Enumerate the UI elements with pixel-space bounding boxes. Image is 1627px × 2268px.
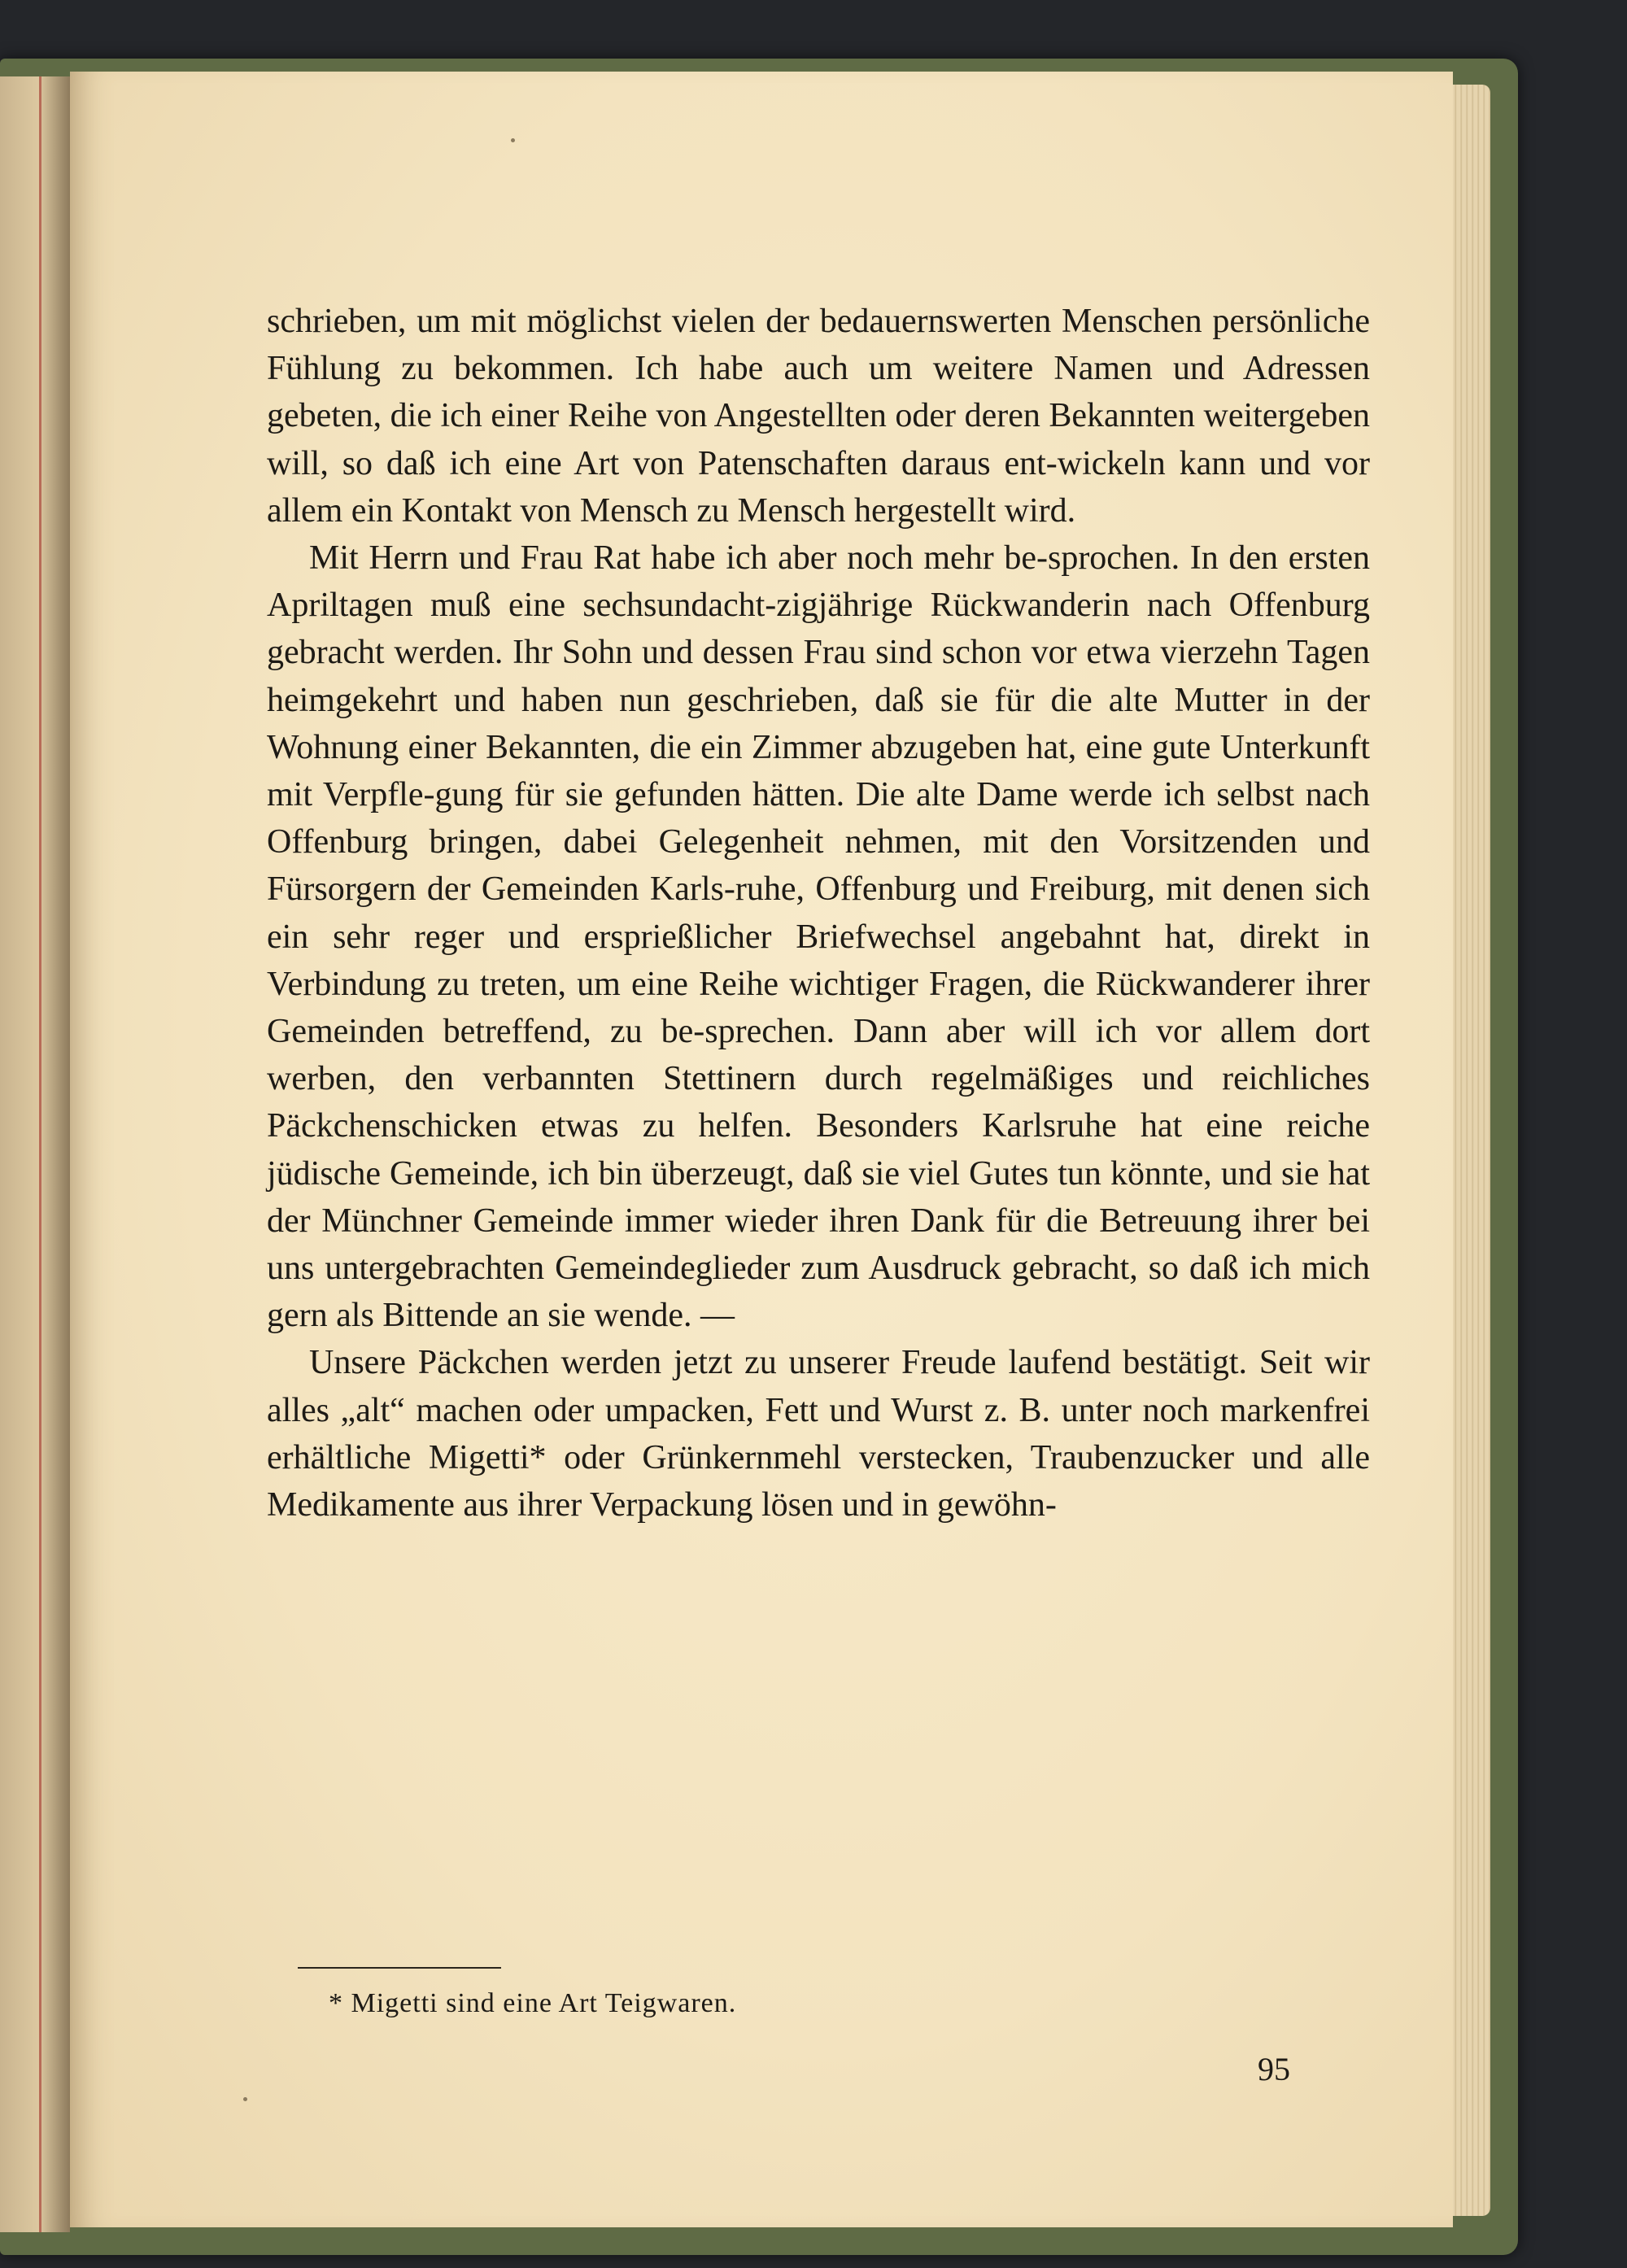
paragraph-1: schrieben, um mit möglichst vielen der bedauernswerten Menschen persönliche Fühlung zu bekommen. Ich habe auch um weitere Namen und Adressen gebeten, die ich einer Reihe von Angestellten oder deren Bekannten weitergeben will, so daß ich eine Art von Patenschaften daraus ent-wickeln kann und vor allem ein Kontakt von Mensch zu Mensch hergestellt wird. — [267, 303, 1370, 530]
page-number: 95 — [1258, 2051, 1290, 2087]
paper-speck — [511, 138, 515, 142]
left-page-edge — [0, 76, 70, 2232]
body-text — [267, 298, 1370, 1529]
page-edge-stain — [39, 76, 41, 2232]
paper-speck — [243, 2097, 247, 2101]
book-page — [70, 72, 1453, 2227]
paragraph-3: Unsere Päckchen werden jetzt zu unserer Freude laufend bestätigt. Seit wir alles „alt“ machen oder umpacken, Fett und Wurst z. B. unter noch markenfrei erhältliche Migetti* oder Grünkernmehl verstecken, Traubenzucker und alle Medikamente aus ihrer Verpackung lösen und in gewöhn- — [267, 1344, 1370, 1524]
footnote: * Migetti sind eine Art Teigwaren. — [329, 1988, 737, 2018]
footnote-rule — [298, 1967, 501, 1969]
paragraph-2: Mit Herrn und Frau Rat habe ich aber noch mehr be-sprochen. In den ersten Apriltagen muß eine sechsundacht-zigjährige Rückwanderin nach Offenburg gebracht werden. Ihr Sohn und dessen Frau sind schon vor etwa vierzehn Tagen heimgekehrt und haben nun geschrieben, daß sie für die alte Mutter in der Wohnung einer Bekannten, die ein Zimmer abzugeben hat, eine gute Unterkunft mit Verpfle-gung für sie gefunden hätten. Die alte Dame werde ich selbst nach Offenburg bringen, dabei Gelegenheit nehmen, mit den Vorsitzenden und Fürsorgern der Gemeinden Karls-ruhe, Offenburg und Freiburg, mit denen sich ein sehr reger und ersprießlicher Briefwechsel angebahnt hat, direkt in Verbindung zu treten, um eine Reihe wichtiger Fragen, die Rückwanderer ihrer Gemeinden betreffend, zu be-sprechen. Dann aber will ich vor allem dort werben, den verbannten Stettinern durch regelmäßiges und reichliches Päckchenschicken etwas zu helfen. Besonders Karlsruhe hat eine reiche jüdische Gemeinde, ich bin überzeugt, daß sie viel Gutes tun könnte, und sie hat der Münchner Gemeinde immer wieder ihren Dank für die Betreuung ihrer bei uns untergebrachten Gemeindeglieder zum Ausdruck gebracht, so daß ich mich gern als Bittende an sie wende. — — [267, 539, 1370, 1335]
